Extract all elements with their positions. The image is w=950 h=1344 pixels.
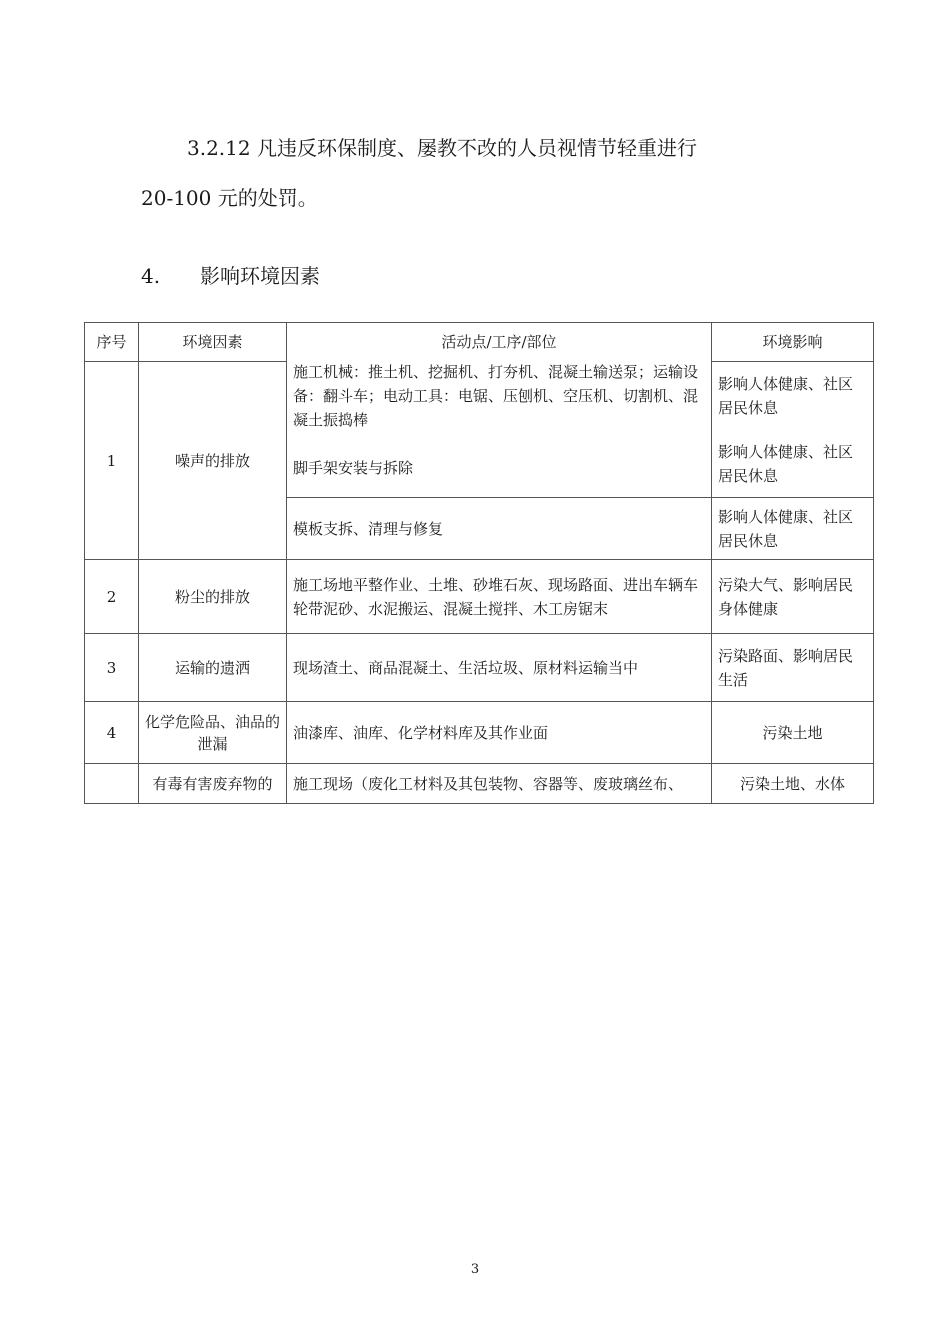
header-impact: 环境影响 [712,323,874,362]
row5-no [85,764,139,804]
table-header-row [85,323,874,362]
header-no: 序号 [85,323,139,362]
table-row [85,634,874,702]
row5-impact: 污染土地、水体 [712,764,874,804]
row2-factor: 粉尘的排放 [139,560,287,634]
row2-activity: 施工场地平整作业、土堆、砂堆石灰、现场路面、进出车辆车轮带泥砂、水泥搬运、混凝土搅拌、木工房锯末 [287,560,712,634]
row4-impact: 污染土地 [712,702,874,764]
impact-noise-3: 影响人体健康、社区居民休息 [712,498,874,560]
table-row [85,702,874,764]
activity-noise-formwork: 模板支拆、清理与修复 [287,498,712,560]
header-factor: 环境因素 [139,323,287,362]
row4-activity: 油漆库、油库、化学材料库及其作业面 [287,702,712,764]
row3-no: 3 [85,634,139,702]
environment-factors-table [84,322,874,804]
row1-impacts-a [712,362,874,498]
page-number: 3 [470,1262,480,1277]
row3-factor: 运输的遗洒 [139,634,287,702]
section-heading [141,262,320,290]
section-number: 4. [141,264,161,288]
row3-impact: 污染路面、影响居民生活 [712,634,874,702]
section-title: 影响环境因素 [200,264,320,288]
table-row [85,764,874,804]
row2-no: 2 [85,560,139,634]
activity-noise-scaffold: 脚手架安装与拆除 [293,459,414,477]
row4-factor: 化学危险品、油品的泄漏 [139,702,287,764]
impact-noise-1: 影响人体健康、社区居民休息 [718,375,854,417]
row4-no: 4 [85,702,139,764]
header-activity-label: 活动点/工序/部位 [441,333,557,351]
activity-noise-machinery: 施工机械：推土机、挖掘机、打夯机、混凝土输送泵；运输设备：翻斗车；电动工具：电锯、压刨机、空压机、切割机、混凝土振捣棒 [293,363,699,429]
row1-factor: 噪声的排放 [139,362,287,560]
impact-noise-2: 影响人体健康、社区居民休息 [718,443,854,485]
row1-no: 1 [85,362,139,560]
paragraph-3-2-12-line1: 3.2.12 凡违反环保制度、屡教不改的人员视情节轻重进行 [187,136,697,160]
row2-impact: 污染大气、影响居民身体健康 [712,560,874,634]
paragraph-3-2-12-line2: 20-100 元的处罚。 [141,186,318,210]
row3-activity: 现场渣土、商品混凝土、生活垃圾、原材料运输当中 [287,634,712,702]
row5-activity: 施工现场（废化工材料及其包装物、容器等、废玻璃丝布、 [287,764,712,804]
table-row [85,560,874,634]
row5-factor: 有毒有害废弃物的 [139,764,287,804]
